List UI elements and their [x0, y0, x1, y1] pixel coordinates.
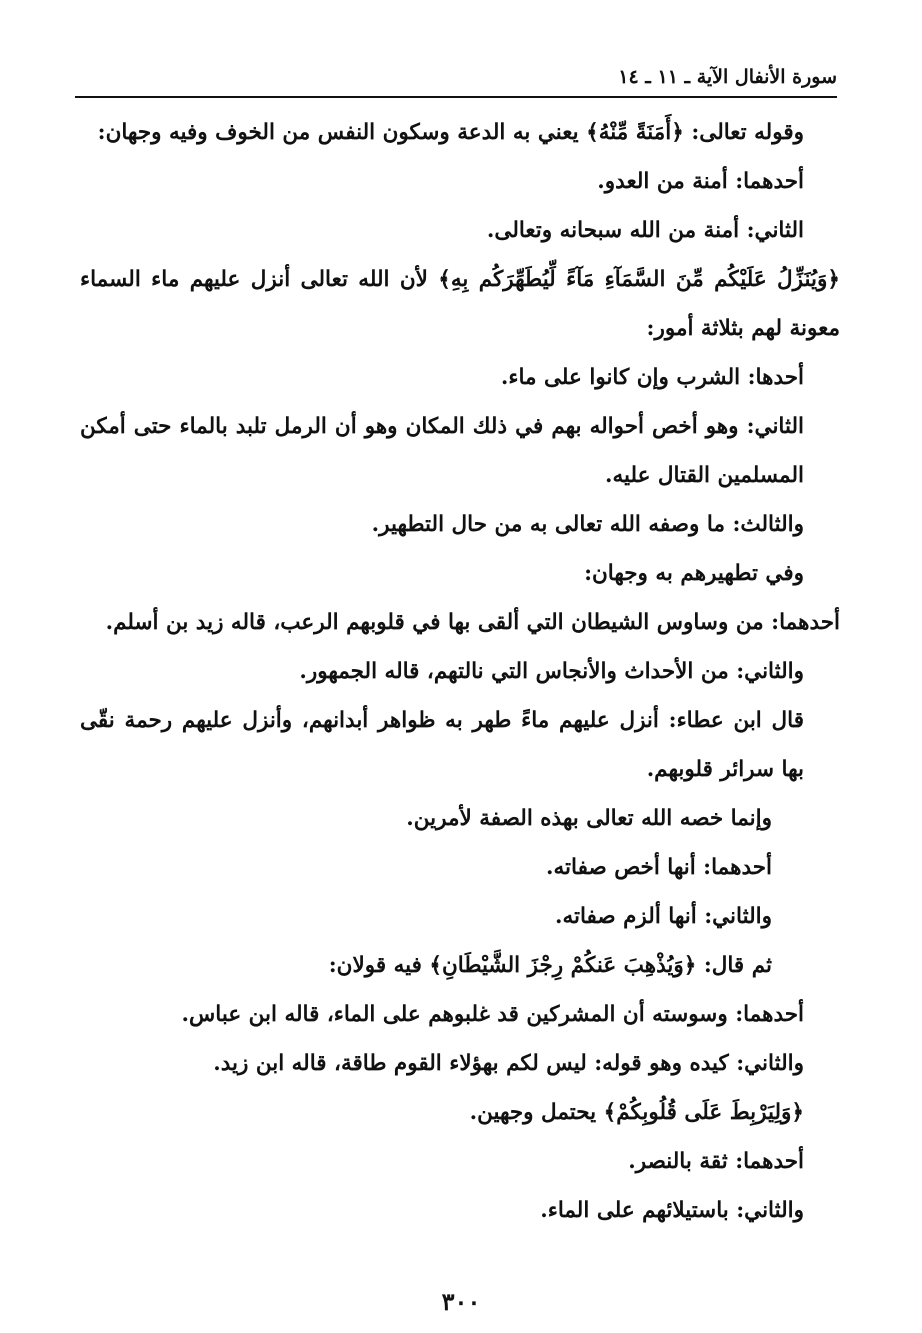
text-paragraph [80, 1137, 840, 1186]
quran-quote: ﴿وَيُذْهِبَ عَنكُمْ رِجْزَ الشَّيْطَانِ﴾ [429, 953, 697, 978]
text-paragraph [80, 549, 840, 598]
paragraph-text: يعني به الدعة وسكون النفس من الخوف وفيه وجهان: [97, 120, 587, 145]
paragraph-text: أحدهما: ثقة بالنصر. [628, 1149, 804, 1174]
paragraph-text: ثم قال: [696, 953, 772, 978]
paragraph-text: قال ابن عطاء: أنزل عليهم ماءً طهر به ظواهر أبدانهم، وأنزل عليهم رحمة نقّى بها سرائر قلوبهم. [80, 708, 804, 782]
text-paragraph [80, 1186, 840, 1235]
paragraph-text: أحدها: الشرب وإن كانوا على ماء. [500, 365, 804, 390]
text-paragraph [80, 794, 840, 843]
text-paragraph [80, 892, 840, 941]
paragraph-text: والثالث: ما وصفه الله تعالى به من حال التطهير. [371, 512, 804, 537]
paragraph-text: والثاني: من الأحداث والأنجاس التي نالتهم، قاله الجمهور. [299, 659, 804, 684]
paragraph-text: وفي تطهيرهم به وجهان: [584, 561, 804, 586]
text-paragraph [80, 402, 840, 500]
paragraph-text: الثاني: أمنة من الله سبحانه وتعالى. [486, 218, 804, 243]
text-paragraph [80, 157, 840, 206]
paragraph-text: والثاني: باستيلائهم على الماء. [540, 1198, 804, 1223]
text-paragraph [80, 647, 840, 696]
paragraph-text: لأن الله تعالى أنزل عليهم ماء السماء معونة لهم بثلاثة أمور: [80, 267, 840, 341]
text-paragraph [80, 1088, 840, 1137]
paragraph-text: أحدهما: أنها أخص صفاته. [546, 855, 772, 880]
paragraph-text: وإنما خصه الله تعالى بهذه الصفة لأمرين. [406, 806, 772, 831]
running-title: سورة الأنفال الآية ـ ١١ ـ ١٤ [618, 66, 837, 88]
paragraph-text: يحتمل وجهين. [469, 1100, 604, 1125]
text-paragraph [80, 696, 840, 794]
text-paragraph [80, 108, 840, 157]
text-paragraph [80, 1039, 840, 1088]
text-paragraph [80, 843, 840, 892]
paragraph-text: وقوله تعالى: [683, 120, 804, 145]
text-paragraph [80, 353, 840, 402]
paragraph-text: أحدهما: وسوسته أن المشركين قد غلبوهم على الماء، قاله ابن عباس. [181, 1002, 804, 1027]
paragraph-text: والثاني: أنها ألزم صفاته. [554, 904, 772, 929]
text-paragraph [80, 255, 840, 353]
running-header [75, 60, 837, 98]
paragraph-text: والثاني: كيده وهو قوله: ليس لكم بهؤلاء القوم طاقة، قاله ابن زيد. [213, 1051, 804, 1076]
main-text [80, 108, 840, 1235]
paragraph-text: فيه قولان: [328, 953, 430, 978]
paragraph-text: أحدهما: من وساوس الشيطان التي ألقى بها في قلوبهم الرعب، قاله زيد بن أسلم. [105, 610, 840, 635]
text-paragraph [80, 206, 840, 255]
text-paragraph [80, 941, 840, 990]
paragraph-text: الثاني: وهو أخص أحواله بهم في ذلك المكان وهو أن الرمل تلبد بالماء حتى أمكن المسلمين القتال عليه. [80, 414, 804, 488]
text-paragraph [80, 500, 840, 549]
paragraph-text: أحدهما: أمنة من العدو. [597, 169, 804, 194]
text-paragraph [80, 598, 840, 647]
text-paragraph [80, 990, 840, 1039]
page-number: ٣٠٠ [441, 1287, 481, 1316]
quran-quote: ﴿أَمَنَةً مِّنْهُ﴾ [586, 120, 684, 145]
quran-quote: ﴿وَلِيَرْبِطَ عَلَى قُلُوبِكُمْ﴾ [603, 1100, 804, 1125]
quran-quote: ﴿وَيُنَزِّلُ عَلَيْكُم مِّنَ السَّمَآءِ مَآءً لِّيُطَهِّرَكُم بِهِ﴾ [438, 267, 840, 292]
